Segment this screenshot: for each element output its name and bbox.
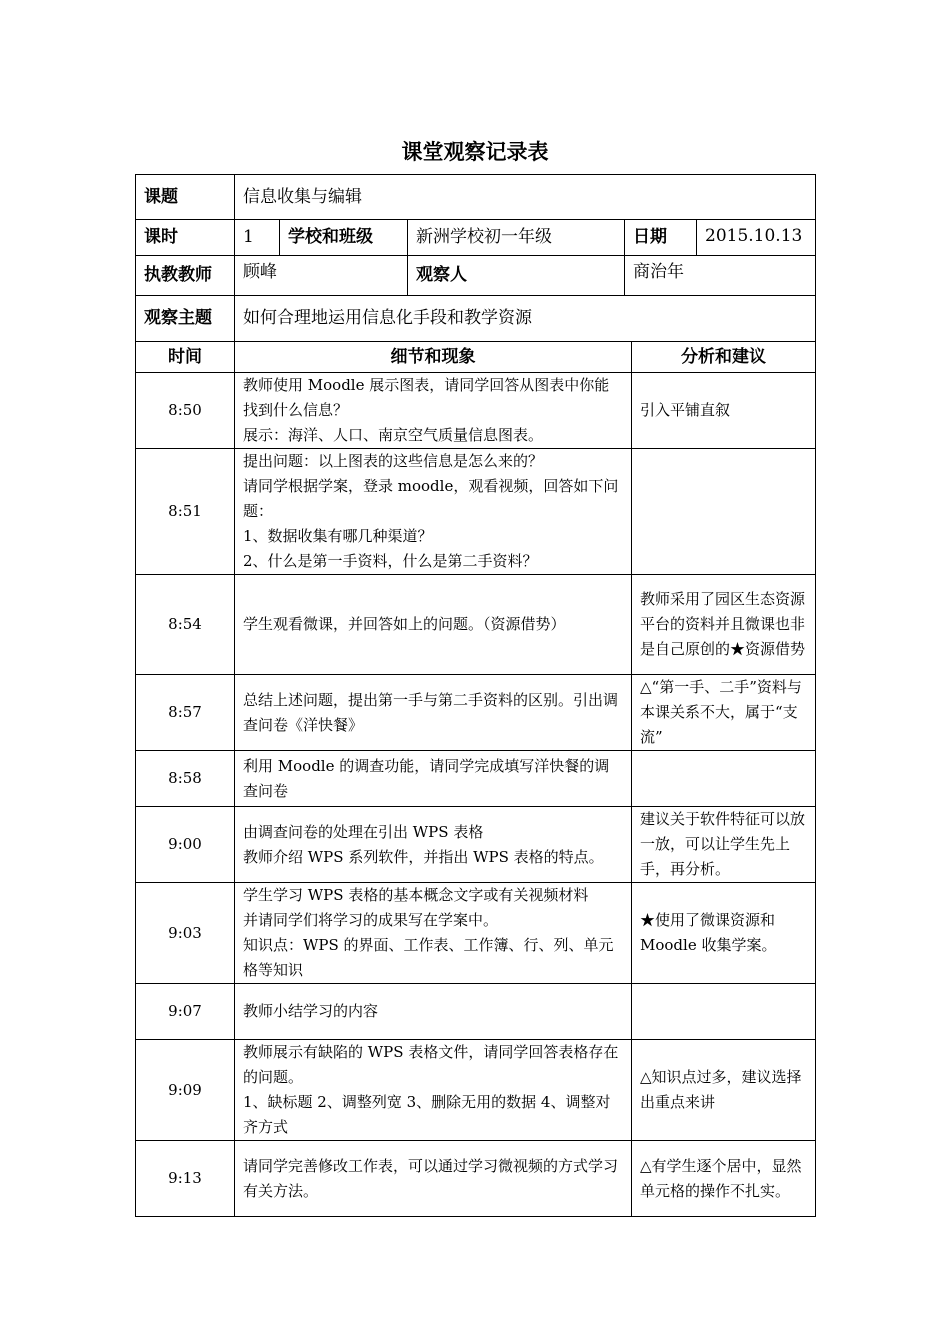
row-analysis [632,751,816,807]
row-analysis [632,373,816,449]
row-detail [235,807,632,883]
table-row [136,807,816,883]
period-label: 课时 [136,220,235,256]
header-detail: 细节和现象 [235,342,632,373]
row-detail [235,1141,632,1217]
analysis-line: △知识点过多，建议选择出重点来讲 [640,1068,802,1111]
table-row [136,373,816,449]
detail-line: 请同学完善修改工作表，可以通过学习微视频的方式学习有关方法。 [243,1156,619,1200]
row-detail [235,984,632,1040]
school-value: 新洲学校初一年级 [408,220,625,256]
topic-value: 信息收集与编辑 [235,175,816,220]
row-analysis [632,449,816,575]
analysis-line: △有学生逐个居中，显然单元格的操作不扎实。 [640,1156,802,1200]
theme-value: 如何合理地运用信息化手段和教学资源 [235,296,816,342]
detail-line: 教师使用 Moodle 展示图表，请同学回答从图表中你能找到什么信息？ [243,376,610,419]
row-time: 9:07 [136,984,235,1040]
analysis-line: ★使用了微课资源和 Moodle 收集学案。 [640,911,777,954]
record-rows [136,373,816,1217]
row-analysis [632,1141,816,1217]
page-title: 课堂观察记录表 [401,140,549,164]
detail-line: 1、缺标题 2、调整列宽 3、删除无用的数据 4、调整对齐方式 [243,1093,611,1136]
header-time: 时间 [136,342,235,373]
row-analysis [632,883,816,984]
period-row [136,220,816,256]
detail-line: 利用 Moodle 的调查功能，请同学完成填写洋快餐的调查问卷 [243,756,610,800]
table-row [136,575,816,675]
detail-line: 总结上述问题，提出第一手与第二手资料的区别。引出调查问卷《洋快餐》 [243,690,619,734]
row-analysis [632,675,816,751]
detail-line: 教师小结学习的内容 [243,1002,379,1020]
row-detail [235,449,632,575]
detail-line: 2、什么是第一手资料，什么是第二手资料？ [243,552,538,570]
detail-line: 学生观看微课，并回答如上的问题。（资源借势） [243,615,566,633]
observer-label: 观察人 [408,256,625,296]
theme-label: 观察主题 [136,296,235,342]
header-analysis: 分析和建议 [632,342,816,373]
row-time: 8:58 [136,751,235,807]
row-analysis [632,984,816,1040]
row-time: 9:00 [136,807,235,883]
topic-label: 课题 [136,175,235,220]
observation-table [135,174,816,1217]
row-time: 8:54 [136,575,235,675]
row-time: 8:57 [136,675,235,751]
theme-row [136,296,816,342]
table-row [136,449,816,575]
row-detail [235,883,632,984]
row-detail [235,1040,632,1141]
topic-row [136,175,816,220]
row-time: 9:13 [136,1141,235,1217]
row-detail [235,575,632,675]
row-detail [235,675,632,751]
row-detail [235,373,632,449]
table-row [136,1141,816,1217]
detail-line: 知识点：WPS 的界面、工作表、工作簿、行、列、单元格等知识 [243,936,614,979]
date-value: 2015.10.13 [697,220,816,256]
detail-line: 提出问题：以上图表的这些信息是怎么来的？ [243,452,544,470]
period-value: 1 [235,220,280,256]
table-row [136,984,816,1040]
row-analysis [632,1040,816,1141]
row-time: 9:09 [136,1040,235,1141]
header-row [136,342,816,373]
table-row [136,751,816,807]
detail-line: 由调查问卷的处理在引出 WPS 表格 [243,822,484,841]
table-row [136,883,816,984]
detail-line: 教师介绍 WPS 系列软件，并指出 WPS 表格的特点。 [243,847,604,866]
analysis-line: 教师采用了园区生态资源平台的资料并且微课也非是自己原创的★资源借势 [640,590,806,658]
observer-value: 商治年 [625,256,816,296]
row-analysis [632,807,816,883]
detail-line: 学生学习 WPS 表格的基本概念文字或有关视频材料 [243,886,589,904]
row-time: 9:03 [136,883,235,984]
detail-line: 1、数据收集有哪几种渠道？ [243,527,433,545]
detail-line: 教师展示有缺陷的 WPS 表格文件，请同学回答表格存在的问题。 [243,1043,619,1086]
teacher-row [136,256,816,296]
teacher-value: 顾峰 [235,256,408,296]
table-row [136,1040,816,1141]
detail-line: 展示：海洋、人口、南京空气质量信息图表。 [243,426,544,444]
row-time: 8:51 [136,449,235,575]
analysis-line: 建议关于软件特征可以放一放，可以让学生先上手，再分析。 [640,810,806,878]
table-row [136,675,816,751]
analysis-line: △“第一手、二手”资料与本课关系不大，属于“支流” [640,678,802,746]
detail-line: 并请同学们将学习的成果写在学案中。 [243,911,499,929]
teacher-label: 执教教师 [136,256,235,296]
analysis-line: 引入平铺直叙 [640,401,731,419]
detail-line: 请同学根据学案，登录 moodle，观看视频，回答如下问题： [243,477,619,520]
date-label: 日期 [625,220,697,256]
row-analysis [632,575,816,675]
row-time: 8:50 [136,373,235,449]
row-detail [235,751,632,807]
school-label: 学校和班级 [280,220,408,256]
